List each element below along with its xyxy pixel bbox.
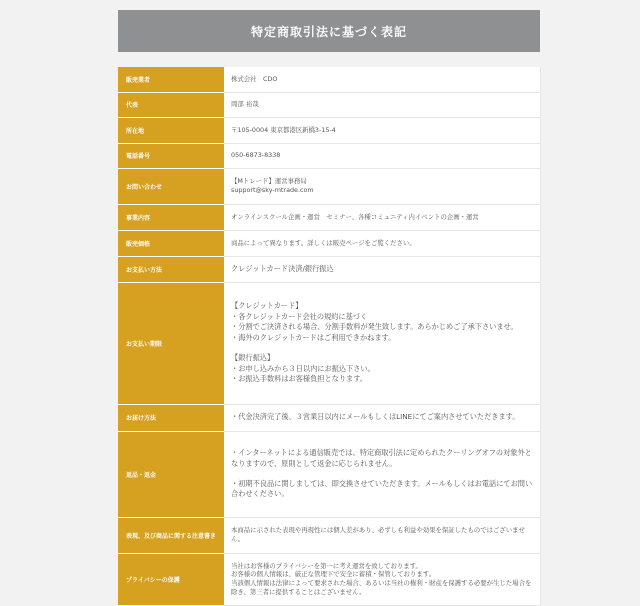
value-line: 【銀行振込】 [231,352,275,362]
row-contact [118,168,540,204]
row-label: お問い合わせ [118,168,224,204]
value-line: ・お申し込みから３日以内にお振込下さい。 [231,363,375,373]
row-label: 表現、及び商品に関する注意書き [118,517,224,553]
value-line: 050-6873-8338 [231,151,281,160]
row-payment-deadline [118,282,540,404]
row-value [224,168,540,204]
legal-notice-table [118,67,541,606]
row-label: 販売価格 [118,230,224,256]
value-line: ・初期不良品に関しましては、即交換させていただきます。メールもしくはお電話にてお問い合わせください。 [231,478,533,499]
row-phone [118,143,540,168]
contact-email[interactable]: support@sky-mtrade.com [231,186,314,194]
value-line: クレジットカード決済/銀行振込 [231,263,334,273]
row-value [224,256,540,282]
value-line: ・インターネットによる通信販売では、特定商取引法に定められたクーリングオフの対象外となりますので、原則として返金に応じられません。 [231,447,532,468]
row-value [224,553,540,605]
row-value [224,517,540,553]
value-line: 株式会社 CDO [231,74,278,83]
value-line: ・各クレジットカード会社の規約に基づく [231,311,368,321]
page-title: 特定商取引法に基づく表記 [118,10,540,52]
row-label: 販売業者 [118,67,224,92]
value-line: 【Mトレード】運営事務局 [231,177,307,186]
row-value [224,204,540,230]
row-disclaimer [118,517,540,553]
row-value [224,117,540,143]
row-seller [118,67,540,92]
row-value [224,67,540,92]
value-line: ・海外のクレジットカードはご利用できかねます。 [231,333,396,343]
row-address [118,117,540,143]
row-label: 返品・返金 [118,431,224,517]
row-label: お支払い方法 [118,256,224,282]
row-label: 代表 [118,92,224,117]
row-payment-method [118,256,540,282]
row-privacy [118,553,540,605]
value-line: お客様の個人情報は、厳正な管理下で安全に蓄積・保管しております。 [231,570,435,579]
value-line: 当該個人情報は法律によって要求された場合、あるいは当社の権利・財産を保護する必要が生じた場合を除き、第三者に提供することはございません。 [231,579,532,596]
page-container [118,10,540,606]
value-line: ・お振込手数料はお客様負担となります。 [231,374,367,384]
row-representative [118,92,540,117]
value-line: 当社はお客様のプライバシーを第一に考え運営を致しております。 [231,561,422,570]
row-business [118,204,540,230]
row-label: お支払い期限 [118,282,224,404]
row-value [224,282,540,404]
value-line: 本商品に示された表現や再現性には個人差があり、必ずしも利益や効果を保証したものではございません。 [231,526,525,543]
title-gap [118,52,540,67]
row-delivery [118,404,540,431]
row-value [224,143,540,168]
value-line: 岡部 裕哉 [231,100,259,109]
value-line: ・分割でご決済される場合、分割手数料が発生致します。あらかじめご了承下さいませ。 [231,322,518,332]
row-label: プライバシーの保護 [118,553,224,605]
row-value [224,431,540,517]
spacer [231,470,534,479]
row-value [224,92,540,117]
value-line: 【クレジットカード】 [231,300,303,310]
value-line: ・代金決済完了後、３営業日以内にメールもしくはLINEにてご案内させていただきます。 [231,412,520,422]
value-line: オンラインスクール企画・運営 セミナー、各種コミュニティ内イベントの企画・運営 [231,212,479,221]
row-label: お届け方法 [118,404,224,431]
value-line: 商品によって異なります。詳しくは販売ページをご覧ください。 [231,238,416,247]
row-price [118,230,540,256]
row-value [224,230,540,256]
row-value [224,404,540,431]
value-line: 〒105-0004 東京都港区新橋3-15-4 [231,125,336,134]
row-label: 電話番号 [118,143,224,168]
row-label: 所在地 [118,117,224,143]
row-returns [118,431,540,517]
spacer [231,344,534,353]
row-label: 事業内容 [118,204,224,230]
